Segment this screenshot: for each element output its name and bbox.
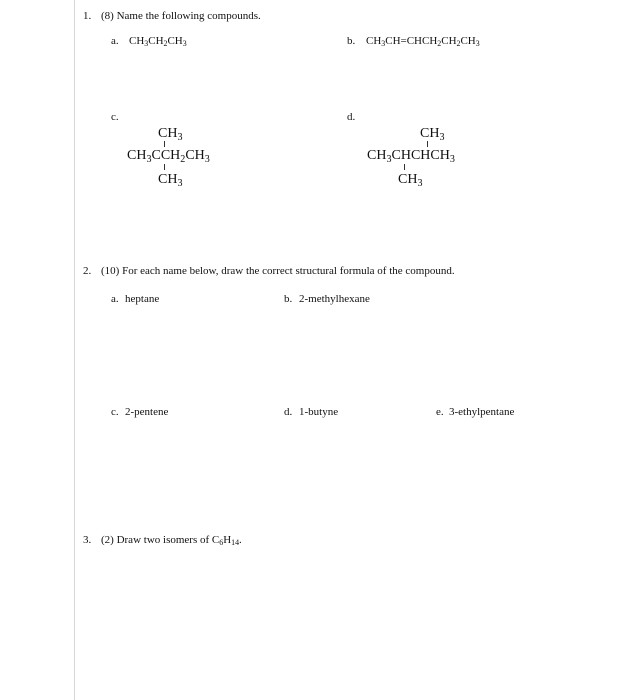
q1-number: 1. — [83, 10, 92, 22]
q1c-top-group: $CH_3$ — [158, 126, 183, 143]
q1c-letter: c. — [111, 111, 119, 123]
q2a-name: heptane — [125, 293, 160, 305]
q1b-formula: $CH_3CH=CHCH_2CH_2CH_3$ — [366, 35, 480, 49]
q1d-bond-up — [427, 141, 428, 147]
page-frame — [74, 0, 620, 700]
q1a-formula: $CH_3CH_2CH_3$ — [129, 35, 187, 49]
q2c-letter: c. — [111, 406, 119, 418]
q2a-letter: a. — [111, 293, 119, 305]
q2b-letter: b. — [284, 293, 293, 305]
q2d-name: 1-butyne — [299, 406, 339, 418]
q1d-main-chain: $CH_3CHCHCH_3$ — [367, 148, 455, 165]
q2-prompt: (10) For each name below, draw the correct structural formula of the compound. — [101, 265, 455, 277]
q2e-letter: e. — [436, 406, 444, 418]
q1c-main-chain: $CH_3CCH_2CH_3$ — [127, 148, 210, 165]
q1a-letter: a. — [111, 35, 119, 47]
q2b-name: 2-methylhexane — [299, 293, 370, 305]
q1c-bond-up — [164, 141, 165, 147]
q1c-bond-down — [164, 164, 165, 170]
q1-prompt: (8) Name the following compounds. — [101, 10, 261, 22]
q2c-name: 2-pentene — [125, 406, 169, 418]
q1d-bond-down — [404, 164, 405, 170]
q3-prompt: (2) Draw two isomers of $C_6H_{14}$. — [101, 534, 242, 548]
q1d-top-group: $CH_3$ — [420, 126, 445, 143]
q3-number: 3. — [83, 534, 92, 546]
q2-number: 2. — [83, 265, 92, 277]
q2e-name: 3-ethylpentane — [449, 406, 515, 418]
q1c-bottom-group: $CH_3$ — [158, 172, 183, 189]
q1d-bottom-group: $CH_3$ — [398, 172, 423, 189]
q1d-letter: d. — [347, 111, 356, 123]
q2d-letter: d. — [284, 406, 293, 418]
q1b-letter: b. — [347, 35, 356, 47]
